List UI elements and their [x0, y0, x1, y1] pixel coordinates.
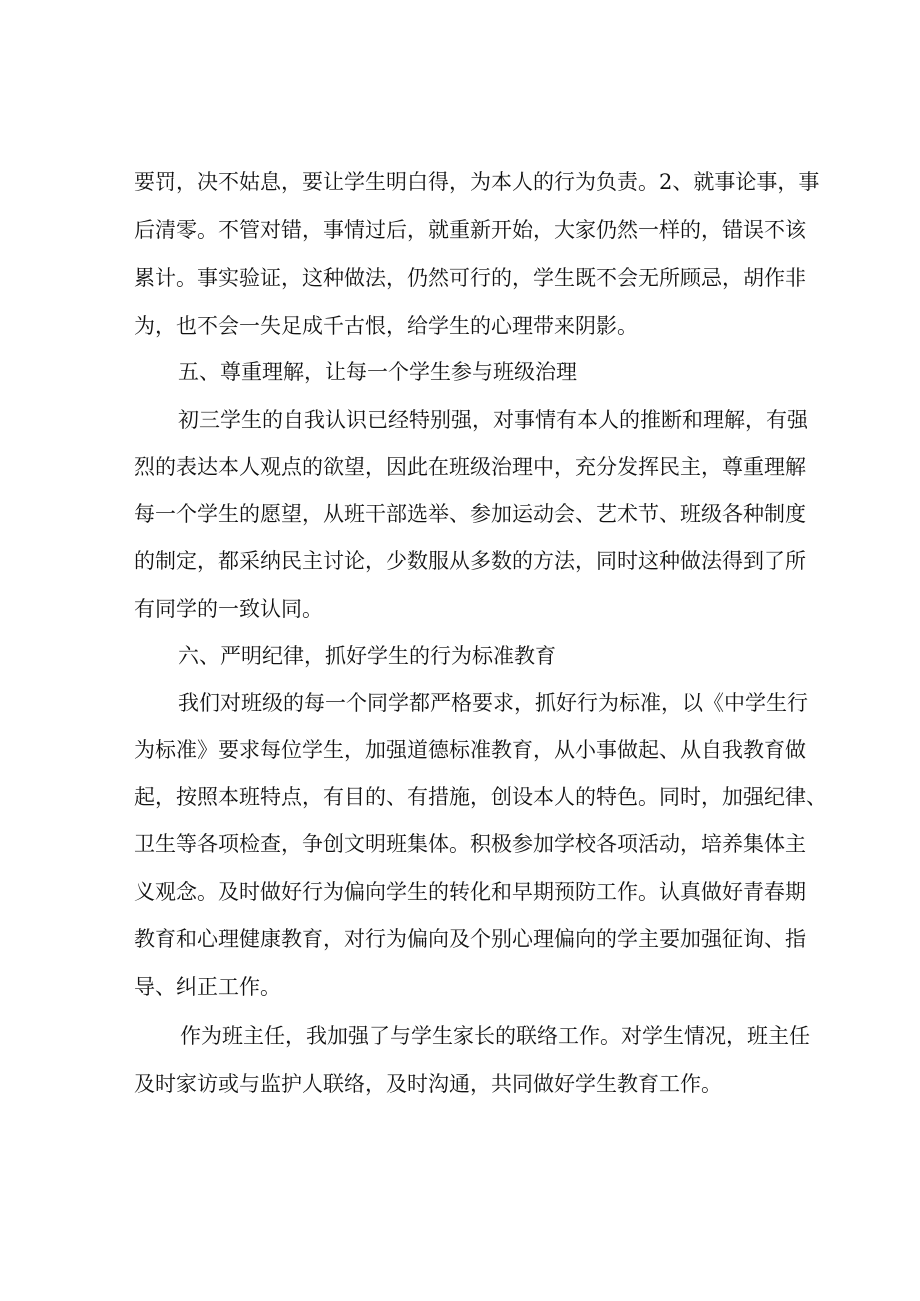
section-heading-5: 五、尊重理解，让每一个学生参与班级治理 [178, 360, 577, 384]
text-line: 每一个学生的愿望，从班干部选举、参加运动会、艺术节、班级各种制度 [134, 502, 806, 526]
text-line: 累计。事实验证，这种做法，仍然可行的，学生既不会无所顾忌，胡作非 [134, 266, 806, 290]
text-line: 起，按照本班特点，有目的、有措施，创设本人的特色。同时，加强纪律、 [134, 785, 827, 809]
text-line: 为，也不会一失足成千古恨，给学生的心理带来阴影。 [134, 314, 638, 338]
text-line: 的制定，都采纳民主讨论，少数服从多数的方法，同时这种做法得到了所 [134, 549, 806, 573]
text-line: 烈的表达本人观点的欲望，因此在班级治理中，充分发挥民主，尊重理解 [134, 455, 806, 479]
text-line: 义观念。及时做好行为偏向学生的转化和早期预防工作。认真做好青春期 [134, 880, 806, 904]
text-line: 初三学生的自我认识已经特别强，对事情有本人的推断和理解，有强 [178, 408, 808, 432]
text-line: 教育和心理健康教育，对行为偏向及个别心理偏向的学主要加强征询、指 [134, 927, 806, 951]
text-line: 要罚，决不姑息，要让学生明白得，为本人的行为负责。2、就事论事，事 [134, 170, 820, 194]
text-line: 及时家访或与监护人联络，及时沟通，共同做好学生教育工作。 [134, 1072, 722, 1096]
text-line: 有同学的一致认同。 [134, 597, 323, 621]
text-line: 后清零。不管对错，事情过后，就重新开始，大家仍然一样的，错误不该 [134, 218, 806, 242]
text-line: 导、纠正工作。 [134, 975, 281, 999]
section-heading-6: 六、严明纪律，抓好学生的行为标准教育 [178, 644, 556, 668]
text-line: 作为班主任，我加强了与学生家长的联络工作。对学生情况，班主任 [180, 1024, 810, 1048]
text-line: 我们对班级的每一个同学都严格要求，抓好行为标准，以《中学生行 [178, 691, 808, 715]
text-line: 为标准》要求每位学生，加强道德标准教育，从小事做起、从自我教育做 [134, 738, 806, 762]
text-line: 卫生等各项检查，争创文明班集体。积极参加学校各项活动，培养集体主 [134, 832, 806, 856]
